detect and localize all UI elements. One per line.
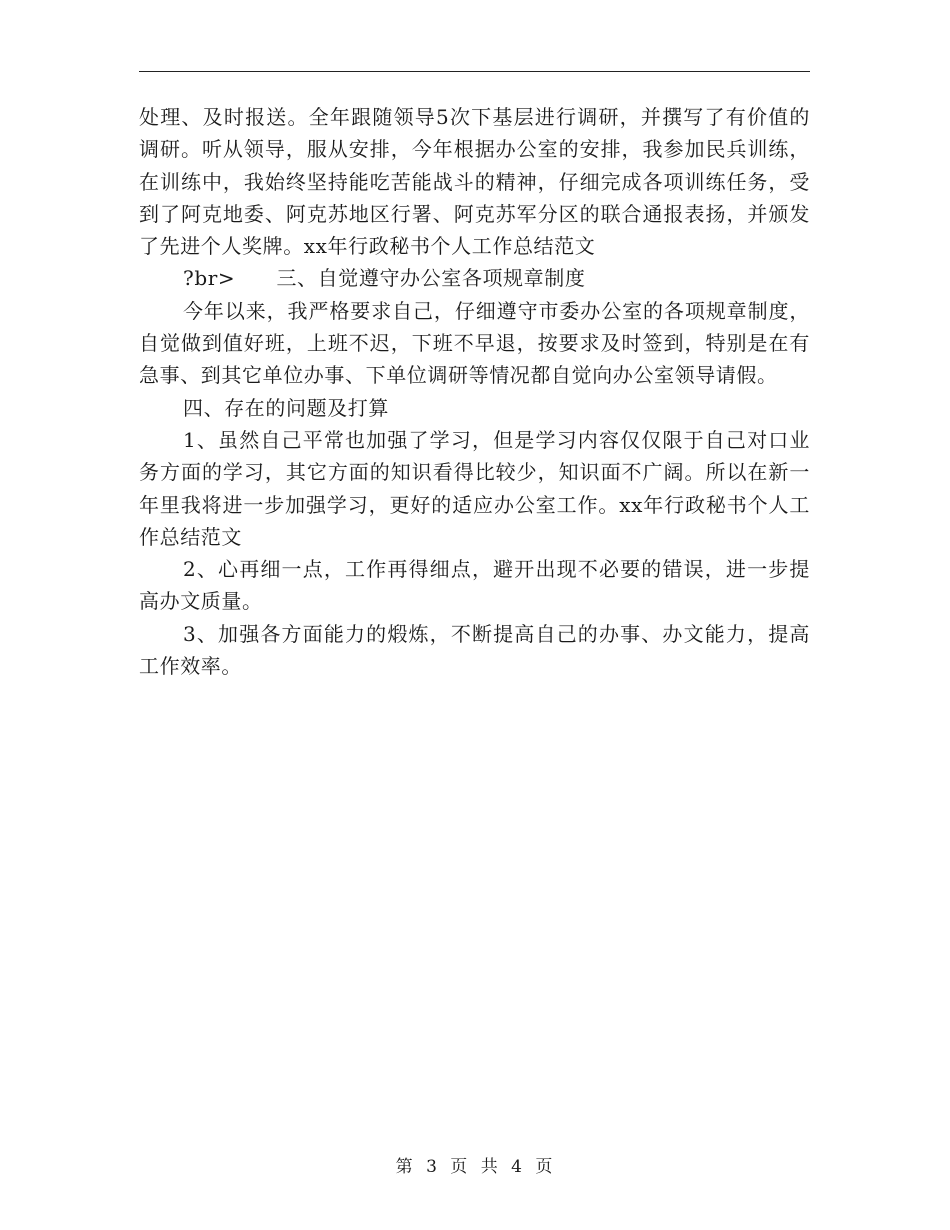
paragraph-2: ?br> 三、自觉遵守办公室各项规章制度 [183, 266, 586, 291]
document-body [139, 101, 810, 682]
page-number-footer: 第 3 页 共 4 页 [395, 1157, 555, 1177]
paragraph-4: 四、存在的问题及打算 [183, 395, 389, 420]
paragraph-7: 3、加强各方面能力的煅炼，不断提高自己的办事、办文能力，提高工作效率。 [139, 621, 810, 679]
header-rule [139, 71, 810, 72]
paragraph-6: 2、心再细一点，工作再得细点，避开出现不必要的错误，进一步提高办文质量。 [139, 557, 810, 614]
paragraph-5: 1、虽然自己平常也加强了学习，但是学习内容仅仅限于自己对口业务方面的学习，其它方面的知识看得比较少，知识面不广阔。所以在新一年里我将进一步加强学习，更好的适应办公室工作。xx年行政秘书个人工作总结范文 [139, 427, 810, 549]
paragraph-1: 处理、及时报送。全年跟随领导5次下基层进行调研，并撰写了有价值的调研。听从领导，服从安排，今年根据办公室的安排，我参加民兵训练，在训练中，我始终坚持能吃苦能战斗的精神，仔细完成各项训练任务，受到了阿克地委、阿克苏地区行署、阿克苏军分区的联合通报表扬，并颁发了先进个人奖牌。xx年行政秘书个人工作总结范文 [139, 105, 810, 259]
paragraph-3: 今年以来，我严格要求自己，仔细遵守市委办公室的各项规章制度，自觉做到值好班，上班不迟，下班不早退，按要求及时签到，特别是在有急事、到其它单位办事、下单位调研等情况都自觉向办公室领导请假。 [139, 298, 810, 388]
